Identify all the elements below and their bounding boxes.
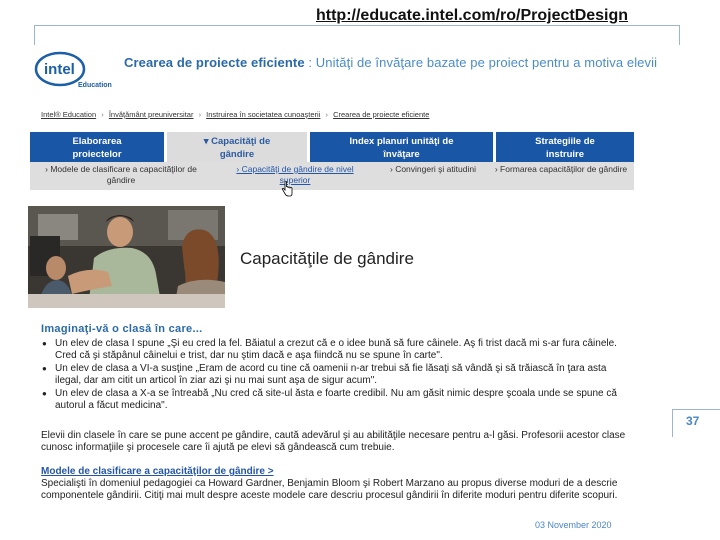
sub-nav <box>30 162 634 190</box>
site-title-rest: : Unităţi de învăţare bazate pe proiect pentru a motiva elevii <box>304 55 658 70</box>
slide-number-frame-left <box>672 409 673 437</box>
imagine-heading: Imaginaţi-vă o clasă în care... <box>41 323 203 335</box>
source-url-link[interactable]: http://educate.intel.com/ro/ProjectDesign <box>316 7 629 24</box>
intro-paragraph: Elevii din clasele în care se pune accent pe gândire, caută adevărul şi au abilităţile necesare pentru a-l găsi. Profesorii acestor clase cunosc informaţiile şi procesele care îi ajută pe elevi să gândească cum trebuie. <box>41 430 626 453</box>
frame-line-left <box>34 25 35 45</box>
breadcrumb-item[interactable]: Instruirea în societatea cunoaşterii <box>206 110 321 119</box>
logo-text: intel <box>44 61 75 78</box>
subnav-item-capacitati-nivel-superior[interactable]: › Capacităţi de gândire de nivel superior <box>236 164 354 185</box>
list-item: ● Un elev de clasa I spune „Şi eu cred la fel. Băiatul a crezut că e o idee bună să fure câinele. Aş fi trist dacă mi s-ar fura câinele. Cred că şi stăpânul câinelui e trist, dar nu ştim dacă e aşa fiindcă nu se spune în carte". <box>41 338 631 362</box>
breadcrumb-separator: › <box>101 110 104 119</box>
tab-index-planuri[interactable]: Index planuri unităţi de învăţare <box>310 132 493 162</box>
breadcrumb-separator: › <box>198 110 202 119</box>
breadcrumb-separator: › <box>325 110 328 119</box>
tab-strategiile-de-instruire[interactable]: Strategiile de instruire <box>496 132 634 162</box>
site-title-main: Crearea de proiecte eficiente <box>124 55 305 70</box>
breadcrumb-item[interactable]: Învăţământ preuniversitar <box>108 110 194 119</box>
breadcrumb <box>41 110 429 119</box>
subnav-item-convingeri-atitudini[interactable]: › Convingeri şi atitudini <box>390 164 476 174</box>
frame-line-top <box>34 25 680 26</box>
hand-cursor-icon <box>281 181 293 197</box>
breadcrumb-item-current[interactable]: Crearea de proiecte eficiente <box>333 110 430 119</box>
slide-number: 37 <box>686 414 700 428</box>
models-link[interactable]: Modele de clasificare a capacităţilor de gândire > <box>41 466 274 477</box>
site-title <box>124 55 714 71</box>
slide-number-frame-top <box>672 409 720 410</box>
models-paragraph: Specialişti în domeniul pedagogiei ca Howard Gardner, Benjamin Bloom şi Robert Marzano au propus diverse moduri de a descrie componentele gândirii. Citiţi mai mult despre aceste modele care descriu procesul gândirii în diferite moduri pentru diferite scopuri. <box>41 478 618 501</box>
subnav-item-formarea-capacitatilor[interactable]: › Formarea capacităţilor de gândire <box>494 164 628 174</box>
logo-subtitle: Education <box>78 82 112 89</box>
main-nav-tabs <box>30 132 634 162</box>
page-heading: Capacităţile de gândire <box>240 249 414 268</box>
list-item: ● Un elev de clasa a VI-a susţine „Eram de acord cu tine că oamenii n-ar trebui să fie lăsaţi să vândă şi să trăiască în ţara asta ilegal, dar am citit un articol în ziar azi şi nu mai sunt aşa de sigur acum". <box>41 363 631 387</box>
subnav-item-modele-clasificare[interactable]: › Modele de clasificare a capacităţilor de gândire <box>45 164 197 185</box>
slide-date: 03 November 2020 <box>535 520 612 530</box>
breadcrumb-item[interactable]: Intel® Education <box>41 110 97 119</box>
example-list <box>41 338 631 413</box>
tab-elaborarea-proiectelor[interactable]: Elaborarea proiectelor <box>30 132 164 162</box>
tab-capacitati-de-gandire[interactable]: ▾ Capacităţi de gândire <box>167 132 307 162</box>
classroom-photo <box>28 206 225 308</box>
frame-line-right <box>679 25 680 45</box>
list-item: ● Un elev de clasa a X-a se întreabă „Nu cred că site-ul ăsta e foarte credibil. Nu am găsit nimic despre şcoala unde se spune că autorul a făcut medicina". <box>41 388 631 412</box>
